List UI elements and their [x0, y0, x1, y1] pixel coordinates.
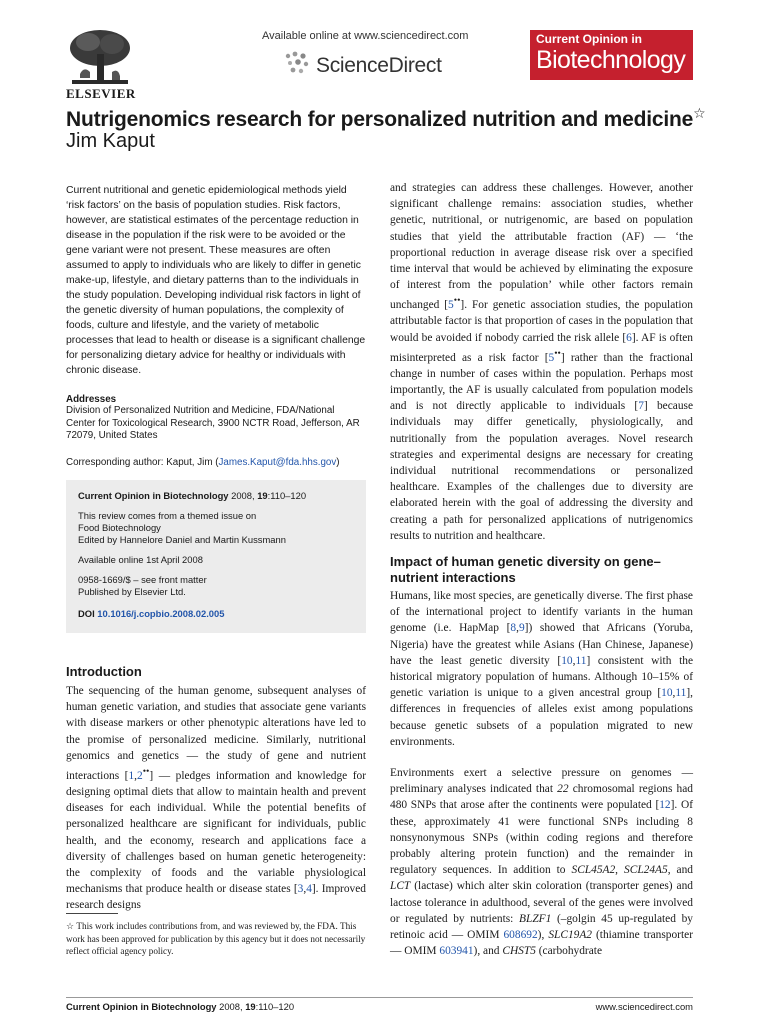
intro-stars: •• [142, 767, 150, 778]
rc-text-a4: ] rather than the fractional change in number of cases within the population. Perhaps most importantly, the AF is usually calculated from population models and is not directly applicable to individuals [ [390, 351, 693, 413]
article-title-text: Nutrigenomics research for personalized nutrition and medicine [66, 108, 694, 131]
gene-chst5: CHST5 [502, 945, 536, 958]
infobox-issn: 0958-1669/$ – see front matter [78, 574, 207, 585]
infobox-volume: 19 [257, 490, 268, 501]
intro-text-1: The sequencing of the human genome, subsequent analyses of human genetic variation, and studies that associate gene variants with disease markers or other phenotypic alterations have led to the promise of personalized medicine. Similarly, nutritional genomics and genetics — the study of gene and nutrient interactions [ [66, 685, 366, 782]
ref-link-8[interactable]: 8 [510, 622, 517, 635]
infobox-journal: Current Opinion in Biotechnology [78, 490, 229, 501]
gene-scl24a5: SCL24A5 [624, 864, 668, 877]
journal-banner [530, 30, 693, 80]
title-footnote: ☆ This work includes contributions from, and was reviewed by, the FDA. This work has been approved for publication by this agency but it does not necessarily reflect official agency policy. [66, 921, 366, 956]
ref-link-10b[interactable]: 10 [661, 687, 673, 700]
corresponding-author [66, 457, 366, 468]
gene-lct: LCT [390, 880, 411, 893]
article-title [66, 105, 705, 132]
rc-text-a1: and strategies can address these challenges. However, another significant challenge remains: association studies, whether genetic, nutritional, or nutrigenomic, are based on population studies that yield the attributable fraction (AF) — ‘the proportional reduction in average disease risk over a specified time interval that would be achieved by eliminating the exposure of interest from the population’ while other factors remain unchanged [ [390, 182, 693, 312]
rc-text-c2: chromosomal regions had 480 SNPs that arose after the continents were populated [ [390, 783, 693, 812]
abstract: Current nutritional and genetic epidemiological methods yield ‘risk factors’ on the basis of population studies. Risk factors, however, are statistical estimates of the percentage reduction in disease in the population if the risk were to be avoided or the gene variant were not present. These measures are often assumed to apply to individuals who are likely to differ in genetic make-up, lifestyle, and dietary patterns than to the individuals in the study population. Developing individual risk factors in light of the genetic diversity of human populations, the complexity of foods, culture and lifestyle, and the variety of metabolic processes that lead to health or disease is a significant challenge for personalizing dietary advice for healthy or individuals with chronic disease. [66, 185, 366, 376]
omim-link-603941[interactable]: 603941 [439, 945, 474, 958]
sciencedirect-wordmark: ScienceDirect [316, 54, 442, 77]
introduction-paragraph: The sequencing of the human genome, subsequent analyses of human genetic variation, and studies that associate gene variants with disease markers or other phenotypic alterations have led to the promise of personalized medicine. Similarly, nutritional genomics and genetics — the study of gene and nutrient interactions [1,2••] — pledges information and knowledge for designing optimal diets that allow to maintain health and prevent diseases for each individual. While the potential benefits of personalized healthcare are significant for individuals, public health, and the economy, research and applications face a diversity of challenges based on human genetic heterogeneity: the complexity of foods and the variable physiological mechanisms that produce health or disease states [3,4]. Improved research designs [66, 685, 366, 912]
ref-link-5b[interactable]: 5 [548, 351, 555, 364]
ref-link-2[interactable]: 2 [137, 769, 143, 782]
introduction-heading: Introduction [66, 664, 142, 679]
rc-text-a5: ] because individuals may differ genetically, physiologically, and nutritionally from the population averages. Novel research strategies and experimental designs are necessary for creating individual nutritional recommendations or personalized healthcare. Examples of the challenges due to diversity are elaborated herein with the goal of addressing the diversity and creating a path for personalized applications of nutrigenomics results to nutrition and healthcare. [390, 400, 694, 542]
infobox-pages: :110–120 [267, 490, 307, 501]
gene-blzf1: BLZF1 [519, 912, 552, 925]
infobox-available: Available online 1st April 2008 [78, 554, 203, 565]
rc-stars-2: •• [554, 348, 561, 359]
footer-volume: 19 [245, 1001, 256, 1012]
ref-link-10[interactable]: 10 [561, 654, 573, 667]
infobox-publisher: Published by Elsevier Ltd. [78, 586, 186, 597]
rc-text-c3: ]. Of these, approximately 41 were functional SNPs including 8 nonsynonymous SNPs (within coding regions and therefore probably altering protein function) and the remainder in regulatory sequences. In addition to [390, 799, 693, 877]
addresses-text: Division of Personalized Nutrition and Medicine, FDA/National Center for Toxicological Research, 3900 NCTR Road, Jefferson, AR 72079, United States [66, 405, 360, 441]
infobox-citation [78, 490, 306, 502]
ref-link-11b[interactable]: 11 [675, 687, 687, 700]
infobox-themed-line1: This review comes from a themed issue on [78, 510, 257, 521]
sciencedirect-dots-icon [284, 50, 310, 78]
ref-link-7[interactable]: 7 [638, 400, 644, 413]
rc-text-c9: ), and [473, 945, 503, 958]
corresponding-suffix: ) [336, 456, 340, 468]
infobox-themed-line2: Food Biotechnology [78, 522, 161, 533]
intro-text-3: ]. Improved research designs [66, 883, 366, 912]
ref-link-3[interactable]: 3 [297, 883, 304, 896]
footer-citation [66, 1001, 294, 1012]
title-footnote-mark: ☆ [693, 105, 706, 121]
rc-text-c10: (carbohydrate [535, 945, 602, 958]
available-online-text: Available online at www.sciencedirect.com [262, 30, 469, 42]
footer-year: 2008, [216, 1001, 246, 1012]
ref-link-6[interactable]: 6 [626, 331, 632, 344]
rc-text-c1: Environments exert a selective pressure on genomes — preliminary analyses indicated that [390, 767, 693, 796]
left-column-front-matter [66, 183, 366, 468]
journal-banner-line2: Biotechnology [536, 46, 686, 74]
addresses-heading: Addresses [66, 394, 117, 405]
rc-text-c8: (thiamine transporter — OMIM [390, 929, 693, 958]
right-column-paragraph-3: Environments exert a selective pressure on genomes — preliminary analyses indicated that 22 chromosomal regions had 480 SNPs that arose after the continents were populated [12]. Of these, approximately 41 were functional SNPs including 8 nonsynonymous SNPs (within coding regions and therefore probably altering protein function) and the remainder in regulatory sequences. In addition to SCL45A2, SCL24A5, and LCT (lactase) which alter skin coloration (transporter genes) and lactose tolerance in adulthood, several of the genes were involved or regulated by nutrients: BLZF1 (–golgin 45 up-regulated by retinoic acid — OMIM 608692), SLC19A2 (thiamine transporter — OMIM 603941), and CHST5 (carbohydrate [390, 767, 693, 958]
rc-text-a3: ]. AF is often misinterpreted as a risk factor [ [390, 331, 693, 364]
ref-link-11[interactable]: 11 [575, 654, 587, 667]
ref-link-12[interactable]: 12 [659, 799, 671, 812]
gene-slc19a2: SLC19A2 [548, 929, 592, 942]
footer-journal: Current Opinion in Biotechnology [66, 1001, 217, 1012]
ref-link-1[interactable]: 1 [128, 769, 135, 782]
footer-website[interactable]: www.sciencedirect.com [595, 1001, 693, 1012]
infobox-doi [78, 608, 224, 620]
rc-text-c4: , and [667, 864, 693, 877]
footnote-rule [66, 913, 118, 914]
corresponding-prefix: Corresponding author: Kaput, Jim ( [66, 456, 219, 468]
ref-link-5[interactable]: 5 [448, 299, 454, 312]
journal-banner-line1: Current Opinion in [536, 32, 642, 46]
rc-text-c7: ), [537, 929, 549, 942]
publisher-name: ELSEVIER [66, 86, 136, 101]
corresponding-email-link[interactable]: James.Kaput@fda.hhs.gov [218, 456, 337, 468]
rc-text-b2: ]) showed that Africans (Yoruba, Nigeria) have the greatest while Asians (Han Chinese, Japanese) have the least genetic diversity [ [390, 622, 693, 667]
page-header [0, 0, 768, 100]
infobox-themed-line3: Edited by Hannelore Daniel and Martin Kussmann [78, 534, 286, 545]
ref-link-4[interactable]: 4 [306, 883, 312, 896]
omim-link-608692[interactable]: 608692 [503, 929, 538, 942]
intro-text-2: ] — pledges information and knowledge for designing optimal diets that allow to maintain health and prevent diseases for each individual. While the potential benefits of personalized healthcare are significant for individuals, public health, and the economy, research and applications face a diversity of challenges based on human genetic heterogeneity: the complexity of foods and the variable physiological mechanisms that produce health or disease states [ [66, 769, 366, 896]
right-column-paragraph-1 [390, 180, 693, 544]
rc-text-b1: Humans, like most species, are genetically diverse. The first phase of the international project to identify variants in the human genome (i.e. HapMap [ [390, 590, 693, 635]
rc-text-a2: ]. For genetic association studies, the population attributable factor is that proportion of cases in the population that would be avoided if nobody carried the risk allele [ [390, 299, 693, 344]
article-author: Jim Kaput [66, 130, 155, 152]
rc-text-b4: ], differences in frequencies of alleles exist among populations because genetic subsets of a population migrated to new environments. [390, 687, 693, 748]
rc-text-b3: ] consistent with the historical migratory population of humans. Although 10–15% of genetic variation is unique to a given ancestral group [ [390, 654, 694, 700]
rc-italic-22: 22 [557, 783, 569, 796]
rc-stars-1: •• [453, 296, 461, 307]
footer-pages: :110–120 [255, 1001, 295, 1012]
article-info-box [66, 480, 366, 633]
gene-scl45a2: SCL45A2 [571, 864, 616, 877]
elsevier-tree-logo [66, 28, 134, 86]
doi-label: DOI [78, 608, 95, 619]
ref-link-9[interactable]: 9 [518, 622, 525, 635]
footer-rule [66, 997, 693, 998]
section-heading-genetic-diversity: Impact of human genetic diversity on gene–nutrient interactions [390, 554, 661, 585]
doi-link[interactable]: 10.1016/j.copbio.2008.02.005 [97, 608, 225, 619]
rc-text-c5: (lactase) which alter skin coloration (transporter genes) and lactose tolerance in adulthood, several of the genes were involved or regulated by nutrients: [390, 880, 693, 925]
rc-text-c6: (–golgin 45 up-regulated by retinoic acid — OMIM [390, 912, 693, 942]
infobox-year: 2008, [228, 490, 258, 501]
right-column-paragraph-2: Humans, like most species, are genetically diverse. The first phase of the international project to identify variants in the human genome (i.e. HapMap [8,9]) showed that Africans (Yoruba, Nigeria) have the greatest while Asians (Han Chinese, Japanese) have the least genetic diversity [10,11] consistent with the historical migratory population of humans. Although 10–15% of genetic variation is unique to a given ancestral group [10,11], differences in frequencies of alleles exist among populations because genetic subsets of a population migrated to new environments. [390, 590, 694, 748]
